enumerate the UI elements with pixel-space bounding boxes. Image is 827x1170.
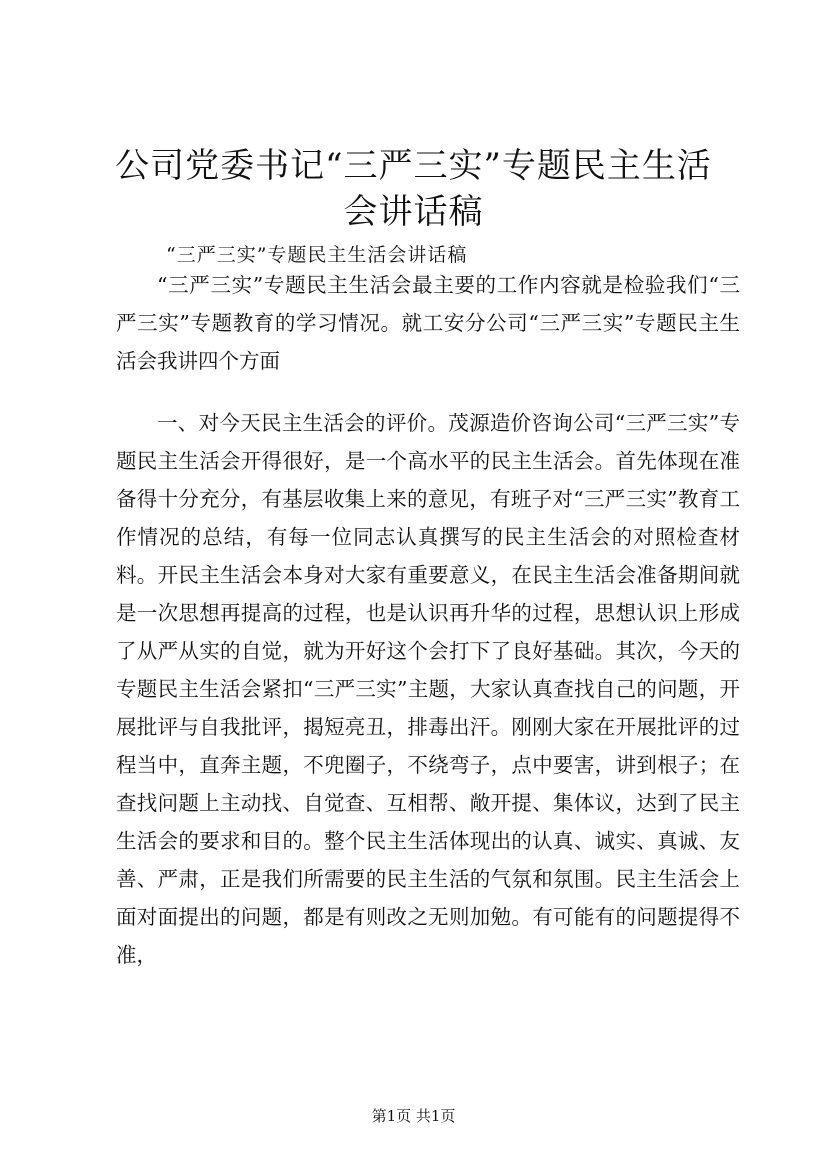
document-title: 公司党委书记“三严三实”专题民主生活会讲话稿 [115, 146, 712, 232]
paragraph-intro: “三严三实”专题民主生活会最主要的工作内容就是检验我们“三严三实”专题教育的学习情况。就工安分公司“三严三实”专题民主生活会我讲四个方面 [116, 273, 740, 373]
paragraph-evaluation: 一、对今天民主生活会的评价。茂源造价咨询公司“三严三实”专题民主生活会开得很好，是一个高水平的民主生活会。首先体现在准备得十分充分，有基层收集上来的意见，有班子对“三严三实”教育工作情况的总结，有每一位同志认真撰写的民主生活会的对照检查材料。开民主生活会本身对大家有重要意义，在民主生活会准备期间就是一次思想再提高的过程，也是认识再升华的过程，思想认识上形成了从严从实的自觉，就为开好这个会打下了良好基础。其次，今天的专题民主生活会紧扣“三严三实”主题，大家认真查找自己的问题，开展批评与自我批评，揭短亮丑，排毒出汗。刚刚大家在开展批评的过程当中，直奔主题，不兜圈子，不绕弯子，点中要害，讲到根子；在查找问题上主动找、自觉查、互相帮、敞开提、集体议，达到了民主生活会的要求和目的。整个民主生活体现出的认真、诚实、真诚、友善、严肃，正是我们所需要的民主生活的气氛和氛围。民主生活会上面对面提出的问题，都是有则改之无则加勉。有可能有的问题提得不准， [116, 411, 740, 967]
document-subtitle: “三严三实”专题民主生活会讲话稿 [166, 244, 468, 266]
page-number-footer: 第1页 共1页 [371, 1107, 456, 1125]
